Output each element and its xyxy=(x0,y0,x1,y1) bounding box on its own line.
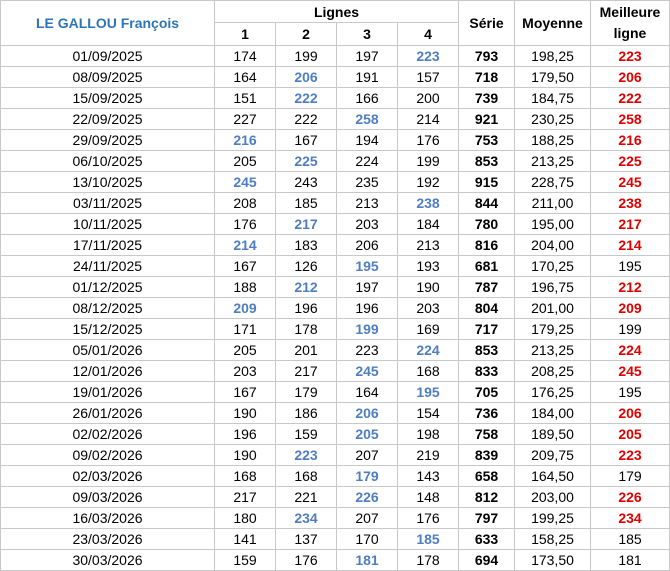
best-line-cell[interactable]: 206 xyxy=(591,67,670,88)
table-row xyxy=(1,277,670,298)
serie-cell[interactable]: 797 xyxy=(459,508,515,529)
line-4-score[interactable]: 176 xyxy=(398,508,459,529)
line-2-score[interactable]: 222 xyxy=(276,109,337,130)
line-1-score[interactable]: 174 xyxy=(215,46,276,67)
date-cell[interactable]: 09/02/2026 xyxy=(1,445,215,466)
line-2-score[interactable]: 126 xyxy=(276,256,337,277)
moyenne-cell[interactable]: 213,25 xyxy=(515,151,591,172)
line-2-score[interactable]: 167 xyxy=(276,130,337,151)
line-3-score[interactable]: 224 xyxy=(337,151,398,172)
best-line-cell[interactable]: 185 xyxy=(591,529,670,550)
table-row xyxy=(1,172,670,193)
line-3-score[interactable]: 235 xyxy=(337,172,398,193)
line-2-score[interactable]: 217 xyxy=(276,214,337,235)
line-1-score[interactable]: 141 xyxy=(215,529,276,550)
serie-cell[interactable]: 853 xyxy=(459,151,515,172)
serie-cell[interactable]: 844 xyxy=(459,193,515,214)
line-4-score[interactable]: 148 xyxy=(398,487,459,508)
date-cell[interactable]: 15/09/2025 xyxy=(1,88,215,109)
moyenne-cell[interactable]: 211,00 xyxy=(515,193,591,214)
line-1-score[interactable]: 227 xyxy=(215,109,276,130)
serie-cell[interactable]: 915 xyxy=(459,172,515,193)
line-4-score[interactable]: 223 xyxy=(398,46,459,67)
best-line-cell[interactable]: 224 xyxy=(591,340,670,361)
moyenne-cell[interactable]: 213,25 xyxy=(515,340,591,361)
table-row xyxy=(1,466,670,487)
line-4-score[interactable]: 219 xyxy=(398,445,459,466)
line-1-score[interactable]: 214 xyxy=(215,235,276,256)
line-1-score[interactable]: 176 xyxy=(215,214,276,235)
line-4-score[interactable]: 203 xyxy=(398,298,459,319)
moyenne-cell[interactable]: 196,75 xyxy=(515,277,591,298)
line-2-score[interactable]: 221 xyxy=(276,487,337,508)
best-line-cell[interactable]: 195 xyxy=(591,256,670,277)
date-cell[interactable]: 08/09/2025 xyxy=(1,67,215,88)
line-1-score[interactable]: 164 xyxy=(215,67,276,88)
best-line-cell[interactable]: 214 xyxy=(591,235,670,256)
line-2-score[interactable]: 201 xyxy=(276,340,337,361)
line-1-score[interactable]: 205 xyxy=(215,151,276,172)
date-cell[interactable]: 26/01/2026 xyxy=(1,403,215,424)
serie-cell[interactable]: 718 xyxy=(459,67,515,88)
line-1-score[interactable]: 209 xyxy=(215,298,276,319)
serie-cell[interactable]: 780 xyxy=(459,214,515,235)
line-3-score[interactable]: 207 xyxy=(337,508,398,529)
line-3-score[interactable]: 191 xyxy=(337,67,398,88)
best-line-cell[interactable]: 181 xyxy=(591,550,670,571)
line-4-score[interactable]: 192 xyxy=(398,172,459,193)
table-row xyxy=(1,403,670,424)
date-cell[interactable]: 01/09/2025 xyxy=(1,46,215,67)
moyenne-cell[interactable]: 158,25 xyxy=(515,529,591,550)
line-1-score[interactable]: 216 xyxy=(215,130,276,151)
line-2-score[interactable]: 159 xyxy=(276,424,337,445)
line-3-score[interactable]: 170 xyxy=(337,529,398,550)
line-4-score[interactable]: 185 xyxy=(398,529,459,550)
serie-cell[interactable]: 633 xyxy=(459,529,515,550)
line-2-score[interactable]: 217 xyxy=(276,361,337,382)
line-3-score[interactable]: 166 xyxy=(337,88,398,109)
date-cell[interactable]: 17/11/2025 xyxy=(1,235,215,256)
line-2-score[interactable]: 196 xyxy=(276,298,337,319)
meilleure-label: Meilleure xyxy=(599,4,661,20)
meilleure-ligne-header[interactable] xyxy=(591,1,670,46)
line-2-score[interactable]: 179 xyxy=(276,382,337,403)
line-2-score[interactable]: 168 xyxy=(276,466,337,487)
best-line-cell[interactable]: 225 xyxy=(591,151,670,172)
line-2-score[interactable]: 243 xyxy=(276,172,337,193)
date-cell[interactable]: 15/12/2025 xyxy=(1,319,215,340)
serie-cell[interactable]: 736 xyxy=(459,403,515,424)
serie-cell[interactable]: 739 xyxy=(459,88,515,109)
table-row xyxy=(1,130,670,151)
table-body xyxy=(1,1,670,571)
moyenne-cell[interactable]: 184,00 xyxy=(515,403,591,424)
line-2-score[interactable]: 185 xyxy=(276,193,337,214)
serie-cell[interactable]: 921 xyxy=(459,109,515,130)
best-line-cell[interactable]: 223 xyxy=(591,46,670,67)
line-3-score[interactable]: 164 xyxy=(337,382,398,403)
line-1-score[interactable]: 188 xyxy=(215,277,276,298)
lignes-header[interactable]: Lignes xyxy=(215,1,459,23)
serie-cell[interactable]: 694 xyxy=(459,550,515,571)
date-cell[interactable]: 29/09/2025 xyxy=(1,130,215,151)
moyenne-header[interactable]: Moyenne xyxy=(515,1,591,46)
line-4-score[interactable]: 224 xyxy=(398,340,459,361)
best-line-cell[interactable]: 258 xyxy=(591,109,670,130)
line-1-score[interactable]: 205 xyxy=(215,340,276,361)
table-row xyxy=(1,235,670,256)
line-4-score[interactable]: 154 xyxy=(398,403,459,424)
date-cell[interactable]: 10/11/2025 xyxy=(1,214,215,235)
moyenne-cell[interactable]: 209,75 xyxy=(515,445,591,466)
line-1-score[interactable]: 245 xyxy=(215,172,276,193)
table-row xyxy=(1,46,670,67)
best-line-cell[interactable]: 238 xyxy=(591,193,670,214)
table-row xyxy=(1,445,670,466)
ligne-label: ligne xyxy=(613,25,647,41)
line-3-score[interactable]: 205 xyxy=(337,424,398,445)
date-cell[interactable]: 16/03/2026 xyxy=(1,508,215,529)
line-1-score[interactable]: 217 xyxy=(215,487,276,508)
moyenne-cell[interactable]: 188,25 xyxy=(515,130,591,151)
date-cell[interactable]: 12/01/2026 xyxy=(1,361,215,382)
line-1-score[interactable]: 159 xyxy=(215,550,276,571)
player-name[interactable]: LE GALLOU François xyxy=(1,1,215,46)
line-1-score[interactable]: 180 xyxy=(215,508,276,529)
line-4-score[interactable]: 198 xyxy=(398,424,459,445)
best-line-cell[interactable]: 226 xyxy=(591,487,670,508)
table-row xyxy=(1,340,670,361)
serie-cell[interactable]: 758 xyxy=(459,424,515,445)
line-1-score[interactable]: 168 xyxy=(215,466,276,487)
line-4-score[interactable]: 184 xyxy=(398,214,459,235)
serie-cell[interactable]: 793 xyxy=(459,46,515,67)
date-cell[interactable]: 22/09/2025 xyxy=(1,109,215,130)
line-4-score[interactable]: 213 xyxy=(398,235,459,256)
line-1-header[interactable]: 1 xyxy=(215,23,276,46)
moyenne-cell[interactable]: 179,25 xyxy=(515,319,591,340)
table-row xyxy=(1,508,670,529)
table-row xyxy=(1,361,670,382)
moyenne-cell[interactable]: 228,75 xyxy=(515,172,591,193)
line-2-score[interactable]: 176 xyxy=(276,550,337,571)
line-3-score[interactable]: 206 xyxy=(337,235,398,256)
line-2-score[interactable]: 183 xyxy=(276,235,337,256)
line-4-score[interactable]: 193 xyxy=(398,256,459,277)
line-1-score[interactable]: 190 xyxy=(215,403,276,424)
line-4-score[interactable]: 169 xyxy=(398,319,459,340)
line-4-header[interactable]: 4 xyxy=(398,23,459,46)
line-2-score[interactable]: 222 xyxy=(276,88,337,109)
table-row xyxy=(1,424,670,445)
serie-cell[interactable]: 787 xyxy=(459,277,515,298)
date-cell[interactable]: 09/03/2026 xyxy=(1,487,215,508)
moyenne-cell[interactable]: 203,00 xyxy=(515,487,591,508)
serie-cell[interactable]: 816 xyxy=(459,235,515,256)
line-2-score[interactable]: 223 xyxy=(276,445,337,466)
moyenne-cell[interactable]: 173,50 xyxy=(515,550,591,571)
line-4-score[interactable]: 157 xyxy=(398,67,459,88)
best-line-cell[interactable]: 245 xyxy=(591,172,670,193)
date-cell[interactable]: 02/03/2026 xyxy=(1,466,215,487)
date-cell[interactable]: 06/10/2025 xyxy=(1,151,215,172)
line-4-score[interactable]: 190 xyxy=(398,277,459,298)
date-cell[interactable]: 19/01/2026 xyxy=(1,382,215,403)
table-row xyxy=(1,109,670,130)
line-3-score[interactable]: 206 xyxy=(337,403,398,424)
serie-cell[interactable]: 753 xyxy=(459,130,515,151)
date-cell[interactable]: 30/03/2026 xyxy=(1,550,215,571)
line-3-score[interactable]: 197 xyxy=(337,277,398,298)
date-cell[interactable]: 13/10/2025 xyxy=(1,172,215,193)
serie-cell[interactable]: 681 xyxy=(459,256,515,277)
moyenne-cell[interactable]: 164,50 xyxy=(515,466,591,487)
line-2-score[interactable]: 137 xyxy=(276,529,337,550)
best-line-cell[interactable]: 222 xyxy=(591,88,670,109)
line-1-score[interactable]: 171 xyxy=(215,319,276,340)
line-1-score[interactable]: 167 xyxy=(215,382,276,403)
table-row xyxy=(1,298,670,319)
best-line-cell[interactable]: 205 xyxy=(591,424,670,445)
table-row xyxy=(1,88,670,109)
line-3-score[interactable]: 199 xyxy=(337,319,398,340)
line-3-score[interactable]: 258 xyxy=(337,109,398,130)
table-row xyxy=(1,67,670,88)
best-line-cell[interactable]: 209 xyxy=(591,298,670,319)
date-cell[interactable]: 24/11/2025 xyxy=(1,256,215,277)
best-line-cell[interactable]: 217 xyxy=(591,214,670,235)
table-row xyxy=(1,193,670,214)
line-4-score[interactable]: 195 xyxy=(398,382,459,403)
table-row xyxy=(1,487,670,508)
line-3-score[interactable]: 207 xyxy=(337,445,398,466)
moyenne-cell[interactable]: 179,50 xyxy=(515,67,591,88)
line-2-score[interactable]: 206 xyxy=(276,67,337,88)
line-1-score[interactable]: 151 xyxy=(215,88,276,109)
serie-cell[interactable]: 853 xyxy=(459,340,515,361)
moyenne-cell[interactable]: 199,25 xyxy=(515,508,591,529)
moyenne-cell[interactable]: 189,50 xyxy=(515,424,591,445)
best-line-cell[interactable]: 206 xyxy=(591,403,670,424)
line-3-score[interactable]: 223 xyxy=(337,340,398,361)
table-row xyxy=(1,256,670,277)
table-row xyxy=(1,529,670,550)
date-cell[interactable]: 05/01/2026 xyxy=(1,340,215,361)
best-line-cell[interactable]: 199 xyxy=(591,319,670,340)
moyenne-cell[interactable]: 195,00 xyxy=(515,214,591,235)
line-4-score[interactable]: 199 xyxy=(398,151,459,172)
moyenne-cell[interactable]: 176,25 xyxy=(515,382,591,403)
serie-header[interactable]: Série xyxy=(459,1,515,46)
line-1-score[interactable]: 203 xyxy=(215,361,276,382)
line-2-score[interactable]: 234 xyxy=(276,508,337,529)
moyenne-cell[interactable]: 208,25 xyxy=(515,361,591,382)
line-1-score[interactable]: 190 xyxy=(215,445,276,466)
line-4-score[interactable]: 176 xyxy=(398,130,459,151)
date-cell[interactable]: 02/02/2026 xyxy=(1,424,215,445)
best-line-cell[interactable]: 245 xyxy=(591,361,670,382)
line-4-score[interactable]: 238 xyxy=(398,193,459,214)
moyenne-cell[interactable]: 198,25 xyxy=(515,46,591,67)
line-2-score[interactable]: 178 xyxy=(276,319,337,340)
moyenne-cell[interactable]: 230,25 xyxy=(515,109,591,130)
serie-cell[interactable]: 705 xyxy=(459,382,515,403)
line-2-score[interactable]: 199 xyxy=(276,46,337,67)
line-4-score[interactable]: 168 xyxy=(398,361,459,382)
best-line-cell[interactable]: 216 xyxy=(591,130,670,151)
line-3-score[interactable]: 194 xyxy=(337,130,398,151)
line-3-score[interactable]: 245 xyxy=(337,361,398,382)
serie-cell[interactable]: 804 xyxy=(459,298,515,319)
line-3-score[interactable]: 195 xyxy=(337,256,398,277)
date-cell[interactable]: 03/11/2025 xyxy=(1,193,215,214)
table-row xyxy=(1,214,670,235)
moyenne-cell[interactable]: 184,75 xyxy=(515,88,591,109)
best-line-cell[interactable]: 223 xyxy=(591,445,670,466)
best-line-cell[interactable]: 195 xyxy=(591,382,670,403)
line-4-score[interactable]: 214 xyxy=(398,109,459,130)
line-2-score[interactable]: 212 xyxy=(276,277,337,298)
table-row xyxy=(1,382,670,403)
line-1-score[interactable]: 167 xyxy=(215,256,276,277)
moyenne-cell[interactable]: 204,00 xyxy=(515,235,591,256)
best-line-cell[interactable]: 234 xyxy=(591,508,670,529)
moyenne-cell[interactable]: 170,25 xyxy=(515,256,591,277)
line-3-header[interactable]: 3 xyxy=(337,23,398,46)
table-row xyxy=(1,319,670,340)
line-2-score[interactable]: 186 xyxy=(276,403,337,424)
line-1-score[interactable]: 208 xyxy=(215,193,276,214)
line-3-score[interactable]: 213 xyxy=(337,193,398,214)
line-3-score[interactable]: 226 xyxy=(337,487,398,508)
serie-cell[interactable]: 658 xyxy=(459,466,515,487)
best-line-cell[interactable]: 179 xyxy=(591,466,670,487)
date-cell[interactable]: 08/12/2025 xyxy=(1,298,215,319)
line-2-header[interactable]: 2 xyxy=(276,23,337,46)
best-line-cell[interactable]: 212 xyxy=(591,277,670,298)
serie-cell[interactable]: 717 xyxy=(459,319,515,340)
line-1-score[interactable]: 196 xyxy=(215,424,276,445)
serie-cell[interactable]: 812 xyxy=(459,487,515,508)
line-4-score[interactable]: 178 xyxy=(398,550,459,571)
line-3-score[interactable]: 179 xyxy=(337,466,398,487)
line-3-score[interactable]: 203 xyxy=(337,214,398,235)
serie-cell[interactable]: 833 xyxy=(459,361,515,382)
date-cell[interactable]: 01/12/2025 xyxy=(1,277,215,298)
line-3-score[interactable]: 197 xyxy=(337,46,398,67)
moyenne-cell[interactable]: 201,00 xyxy=(515,298,591,319)
header-row-top xyxy=(1,1,670,23)
date-cell[interactable]: 23/03/2026 xyxy=(1,529,215,550)
line-4-score[interactable]: 200 xyxy=(398,88,459,109)
line-3-score[interactable]: 181 xyxy=(337,550,398,571)
line-3-score[interactable]: 196 xyxy=(337,298,398,319)
table-row xyxy=(1,550,670,571)
serie-cell[interactable]: 839 xyxy=(459,445,515,466)
line-4-score[interactable]: 143 xyxy=(398,466,459,487)
table-row xyxy=(1,151,670,172)
line-2-score[interactable]: 225 xyxy=(276,151,337,172)
